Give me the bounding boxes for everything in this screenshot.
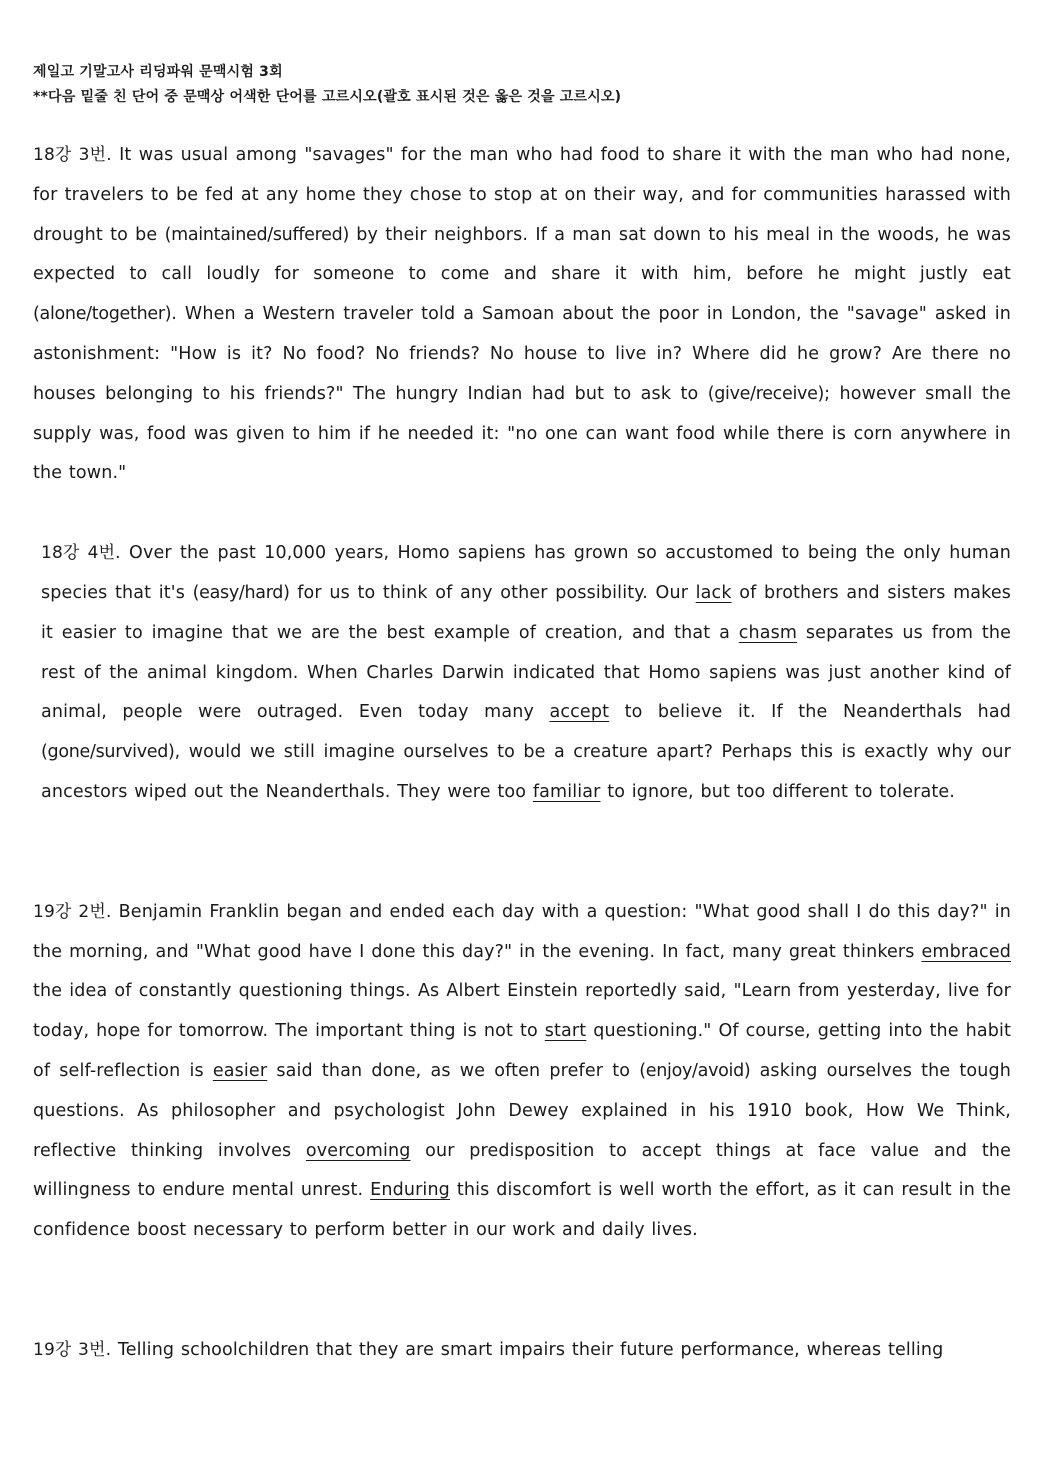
passage-label: 19강 3번. [33,1339,112,1360]
passage-text: our predisposition to accept things at face value and the willingness to endure mental unrest. [33,1140,1011,1201]
underlined-word[interactable]: embraced [921,941,1011,962]
choice-bracket[interactable]: (give/receive) [707,383,825,404]
passage-label: 18강 3번. [33,145,112,165]
passage-text: of brothers and sisters makes it easier to imagine that we are the best example of creation, and that a [41,582,1011,643]
choice-bracket[interactable]: (alone/together) [33,304,172,325]
exam-title: 제일고 기말고사 리딩파워 문맥시험 3회 [33,64,283,80]
underlined-word[interactable]: start [544,1021,587,1042]
underlined-word[interactable]: Enduring [370,1180,450,1201]
passage-text: to ignore, but too different to tolerate. [600,781,955,802]
exam-page [33,60,1011,1371]
choice-bracket[interactable]: (gone/survived) [41,742,175,763]
passage-text: for us to think of any other possibility. Our [289,582,696,603]
passage-text: by their neighbors. If a man sat down to his meal in the woods, he was expected to call loudly for someone to come and share it with him, before he might justly eat [33,224,1011,285]
choice-bracket[interactable]: (maintained/suffered) [164,224,349,245]
choice-bracket[interactable]: (easy/hard) [192,582,290,603]
exam-header [33,60,1011,110]
passage-19-3 [33,1331,1011,1371]
passage-text: to believe it. If the Neanderthals had [609,702,1012,723]
passage-text: It was usual among "savages" for the man who had food to share it with the man who had none, for travelers to be fed at any home they chose to stop at on their way, and for communities harassed with drought to be [33,145,1011,245]
underlined-word[interactable]: lack [695,582,732,603]
underlined-word[interactable]: accept [549,702,610,723]
passage-text: separates us from the rest of the animal kingdom. When Charles Darwin indicated that Homo sapiens was just another kind of animal, people were outraged. Even today many [41,622,1011,723]
passage-text: , would we still imagine ourselves to be a creature apart? Perhaps this is exactly why our ancestors wiped out the Neanderthals. They were too [41,742,1011,802]
passage-18-3 [33,136,1011,494]
passage-19-2 [33,893,1011,1251]
passage-text: said than done, as we often prefer to [267,1060,640,1081]
underlined-word[interactable]: overcoming [305,1140,411,1161]
passage-label: 18강 4번. [41,543,121,564]
passage-text: asking ourselves the tough questions. As philosopher and psychologist John Dewey explained in his 1910 book, How We Think, reflective thinking involves [33,1060,1011,1161]
passage-label: 19강 2번. [33,901,112,922]
passage-text: Benjamin Franklin began and ended each day with a question: "What good shall I do this day?" in the morning, and "What good have I done this day?" in the evening. In fact, many great thinkers [33,901,1011,962]
underlined-word[interactable]: easier [212,1060,268,1081]
choice-bracket[interactable]: (enjoy/avoid) [639,1060,751,1081]
passage-text: . When a Western traveler told a Samoan about the poor in London, the "savage" asked in astonishment: "How is it? No food? No friends? No house to live in? Where did he grow? Are there no houses belonging to his friends?" The hungry Indian had but to ask to [33,304,1011,404]
passage-text: Telling schoolchildren that they are smart impairs their future performance, whereas telling [111,1339,944,1360]
exam-instructions: **다음 밑줄 친 단어 중 문맥상 어색한 단어를 고르시오(괄호 표시된 것은 옳은 것을 고르시오) [33,89,622,105]
passage-text: Over the past 10,000 years, Homo sapiens has grown so accustomed to being the only human species that it's [41,543,1012,603]
passage-text: ; however small the supply was, food was given to him if he needed it: "no one can want food while there is corn anywhere in the town." [33,383,1011,484]
passage-18-4 [33,534,1011,813]
passage-text: this discomfort is well worth the effort, as it can result in the confidence boost necessary to perform better in our work and daily lives. [33,1180,1011,1241]
passage-text: questioning." Of course, getting into the habit of self-reflection is [33,1021,1011,1081]
passage-text: the idea of constantly questioning things. As Albert Einstein reportedly said, "Learn from yesterday, live for today, hope for tomorrow. The important thing is not to [33,981,1011,1042]
underlined-word[interactable]: familiar [532,781,601,802]
underlined-word[interactable]: chasm [738,622,798,643]
